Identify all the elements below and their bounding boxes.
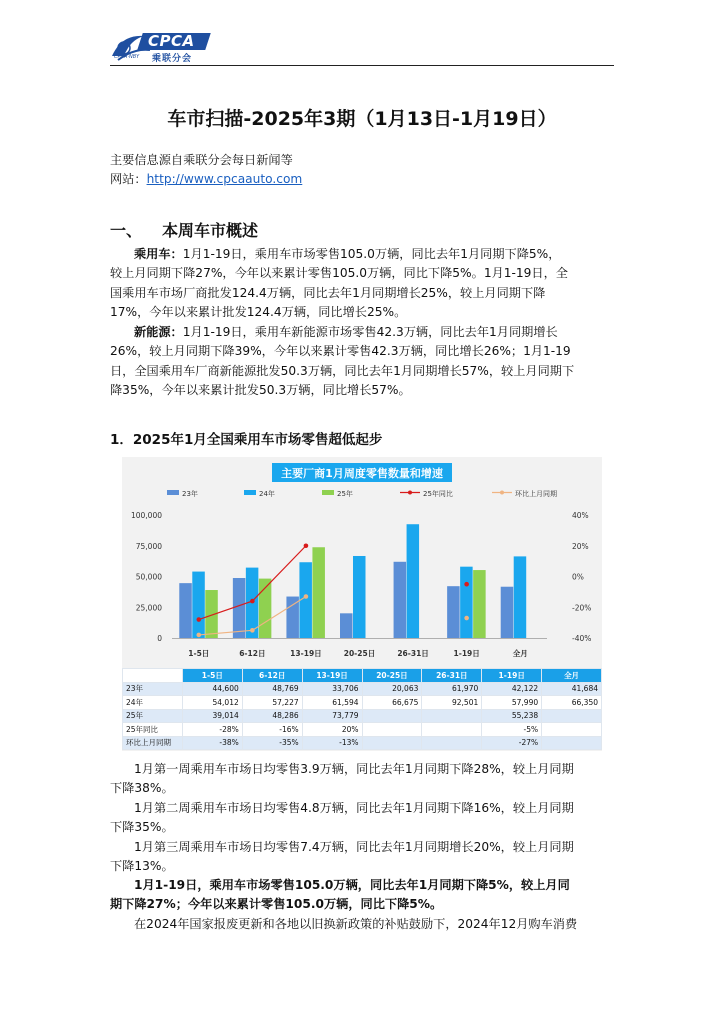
row-label: 25年同比 — [123, 723, 183, 737]
table-header-cell: 1-19日 — [482, 669, 542, 683]
x-tick-label: 20-25日 — [343, 649, 376, 658]
table-cell: 20,063 — [362, 682, 422, 696]
policy-text: 在2024年国家报废更新和各地以旧换新政策的补贴鼓励下，2024年12月购车消费 — [134, 917, 578, 931]
table-cell: -35% — [242, 736, 302, 750]
website-line — [110, 171, 302, 188]
table-header-cell: 20-25日 — [362, 669, 422, 683]
page-title: 车市扫描-2025年3期（1月13日-1月19日） — [167, 108, 557, 130]
section-title: 本周车市概述 — [162, 221, 259, 240]
point-25年同比-13-19日 — [304, 543, 309, 548]
bar-25年-13-19日 — [312, 547, 325, 638]
x-tick-label: 全月 — [512, 649, 528, 658]
table-cell: 33,706 — [302, 682, 362, 696]
table-cell — [542, 736, 602, 750]
y-left-tick-label: 50,000 — [135, 572, 162, 582]
table-cell: 61,970 — [422, 682, 482, 696]
table-cell: 92,501 — [422, 696, 482, 710]
y-right-tick-label: -40% — [572, 634, 592, 643]
table-body — [123, 682, 602, 750]
table-cell — [362, 723, 422, 737]
table-cell: 66,350 — [542, 696, 602, 710]
table-cell: 57,990 — [482, 696, 542, 710]
bar-24年-1-5日 — [192, 572, 205, 638]
passenger-label: 乘用车： — [134, 247, 183, 261]
table-cell: -5% — [482, 723, 542, 737]
y-left-tick-label: 75,000 — [135, 541, 162, 551]
table-cell: 55,238 — [482, 709, 542, 723]
table-cell — [542, 723, 602, 737]
bar-23年-20-25日 — [340, 613, 353, 638]
point-25年同比-1-5日 — [196, 617, 201, 622]
legend-marker — [500, 491, 504, 495]
row-label: 25年 — [123, 709, 183, 723]
bar-24年-20-25日 — [353, 556, 366, 638]
bar-24年-全月 — [514, 556, 527, 638]
point-环比上月同期-1-5日 — [196, 633, 201, 638]
bar-23年-1-19日 — [447, 586, 460, 638]
table-cell — [422, 709, 482, 723]
row-label: 23年 — [123, 682, 183, 696]
section-number: 一、 — [110, 221, 143, 240]
table-row — [123, 682, 602, 696]
legend-label: 23年 — [182, 490, 198, 498]
x-tick-label: 26-31日 — [397, 649, 429, 658]
table-cell: 57,227 — [242, 696, 302, 710]
table-cell: 44,600 — [182, 682, 242, 696]
table-header-row — [123, 669, 602, 683]
table-cell — [542, 709, 602, 723]
bar-25年-1-19日 — [473, 570, 486, 638]
table-row — [123, 696, 602, 710]
website-link[interactable]: http://www.cpcaauto.com — [146, 172, 303, 186]
logo-text: CPCA — [148, 32, 195, 50]
week1-text: 1月第一周乘用车市场日均零售3.9万辆，同比去年1月同期下降28%，较上月同期 — [134, 762, 574, 776]
weekly-retail-chart — [122, 457, 602, 668]
week2-text: 1月第二周乘用车市场日均零售4.8万辆，同比去年1月同期下降16%，较上月同期 — [134, 801, 574, 815]
table-cell: 20% — [302, 723, 362, 737]
x-tick-label: 6-12日 — [239, 649, 266, 658]
row-label: 24年 — [123, 696, 183, 710]
table-header-cell: 26-31日 — [422, 669, 482, 683]
point-环比上月同期-13-19日 — [304, 594, 309, 599]
table-cell: -28% — [182, 723, 242, 737]
y-right-tick-label: -20% — [572, 603, 592, 613]
legend-swatch — [167, 490, 179, 495]
week3-text: 1月第三周乘用车市场日均零售7.4万辆，同比去年1月同期增长20%，较上月同期 — [134, 840, 574, 854]
nev-label: 新能源： — [134, 325, 183, 339]
y-right-tick-label: 0% — [572, 572, 584, 582]
x-tick-label: 13-19日 — [290, 649, 322, 658]
y-left-tick-label: 25,000 — [135, 603, 162, 613]
table-cell: 48,769 — [242, 682, 302, 696]
table-cell: 48,286 — [242, 709, 302, 723]
table-cell: 73,779 — [302, 709, 362, 723]
website-label: 网站： — [110, 172, 147, 186]
legend-label: 24年 — [259, 490, 275, 498]
bar-23年-1-5日 — [179, 583, 192, 638]
header-divider — [110, 65, 614, 66]
table-cell: 42,122 — [482, 682, 542, 696]
table-cell: 61,594 — [302, 696, 362, 710]
y-left-tick-label: 0 — [157, 634, 162, 643]
chart-title: 主要厂商1月周度零售数量和增速 — [281, 467, 443, 480]
table-header-cell — [123, 669, 183, 683]
table-cell: 54,012 — [182, 696, 242, 710]
point-25年同比-1-19日 — [464, 582, 469, 587]
y-left-tick-label: 100,000 — [130, 511, 162, 520]
table-cell: -27% — [482, 736, 542, 750]
table-header-cell: 13-19日 — [302, 669, 362, 683]
table-cell — [422, 736, 482, 750]
bar-24年-13-19日 — [299, 562, 312, 638]
bar-23年-6-12日 — [233, 578, 246, 638]
legend-swatch — [244, 490, 256, 495]
point-25年同比-6-12日 — [250, 599, 255, 604]
table-cell — [422, 723, 482, 737]
table-cell: 41,684 — [542, 682, 602, 696]
bar-24年-26-31日 — [407, 524, 420, 638]
point-环比上月同期-1-19日 — [464, 616, 469, 621]
logo-small-text: CPCA·NBY — [114, 54, 140, 60]
table-row — [123, 736, 602, 750]
table-cell: -13% — [302, 736, 362, 750]
table-cell: 66,675 — [362, 696, 422, 710]
table-cell: 39,014 — [182, 709, 242, 723]
legend-label: 25年 — [337, 490, 353, 498]
table-header-cell: 6-12日 — [242, 669, 302, 683]
x-tick-label: 1-5日 — [188, 649, 210, 658]
table-cell — [362, 709, 422, 723]
legend-label: 25年同比 — [423, 490, 453, 498]
section-heading-overview — [110, 218, 258, 241]
row-label: 环比上月同期 — [123, 736, 183, 750]
legend-swatch — [322, 490, 334, 495]
x-tick-label: 1-19日 — [453, 649, 480, 658]
table-row — [123, 709, 602, 723]
table-cell — [362, 736, 422, 750]
table-header-cell: 全月 — [542, 669, 602, 683]
source-line: 主要信息源自乘联分会每日新闻等 — [110, 153, 293, 167]
legend-marker — [408, 491, 412, 495]
table-cell: -16% — [242, 723, 302, 737]
y-right-tick-label: 40% — [572, 511, 589, 520]
logo-subtitle: 乘联分会 — [152, 54, 193, 64]
y-right-tick-label: 20% — [572, 541, 589, 551]
table-row — [123, 723, 602, 737]
table-cell: -38% — [182, 736, 242, 750]
point-环比上月同期-6-12日 — [250, 628, 255, 633]
table-header-cell: 1-5日 — [182, 669, 242, 683]
section-heading-retail: 1．2025年1月全国乘用车市场零售超低起步 — [110, 432, 383, 448]
bar-23年-26-31日 — [394, 562, 407, 638]
legend-label: 环比上月同期 — [515, 490, 557, 498]
retail-data-table — [122, 668, 602, 750]
bar-23年-全月 — [501, 587, 514, 638]
bar-24年-1-19日 — [460, 567, 473, 638]
summary-text: 1月1-19日，乘用车市场零售105.0万辆，同比去年1月同期下降5%，较上月同 — [134, 878, 570, 892]
